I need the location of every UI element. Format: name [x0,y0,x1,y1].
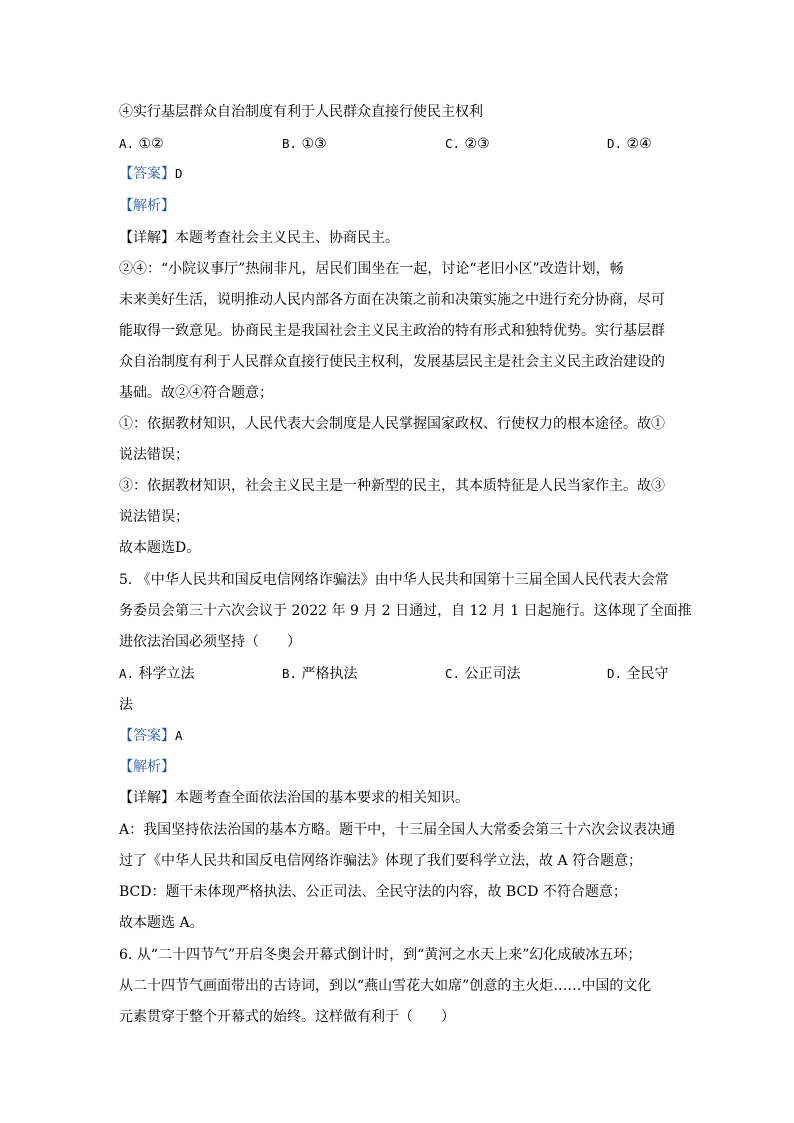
answer-value: D [175,166,183,181]
option-text: ①③ [301,136,327,152]
q5-explanation-line: 过了《中华人民共和国反电信网络诈骗法》体现了我们要科学立法，故 A 符合题意； [119,853,643,869]
option-letter: C. [445,136,461,151]
option-text: ②③ [464,136,490,152]
answer-tag: 【答案】 [119,728,175,744]
answer-tag: 【答案】 [119,166,175,182]
q5-answer [119,726,679,746]
q6-stem-line: 6. 从“二十四节气”开启冬奥会开幕式倒计时，到“黄河之水天上来”幻化成破冰五环； [119,947,642,963]
q4-option-a [119,134,164,154]
q5-option-wrap: 法 [119,697,133,713]
statement-4: ④实行基层群众自治制度有利于人民群众直接行使民主权利 [119,104,483,120]
q6-stem-line: 从二十四节气画面带出的古诗词，到以“燕山雪花大如席”创意的主火炬……中国的文化 [119,978,652,994]
option-letter: D. [607,666,623,681]
q4-answer [119,164,679,184]
option-text: 全民守 [626,666,669,682]
option-text: ①② [138,136,164,152]
q4-explanation-line: 未来美好生活，说明推动人民内部各方面在决策之前和决策实施之中进行充分协商，尽可 [119,292,665,308]
q5-option-b [282,664,358,684]
q4-option-d [607,134,652,154]
option-letter: D. [607,136,623,151]
option-text: 科学立法 [138,666,195,682]
detail-tag: 【详解】 [119,790,175,806]
option-text: ②④ [626,136,652,152]
q4-option-b [282,134,327,154]
q5-option-a [119,664,195,684]
option-text: 严格执法 [301,666,358,682]
q4-explanation-line: ①：依据教材知识，人民代表大会制度是人民掌握国家政权、行使权力的根本途径。故① [119,416,665,432]
detail-tag: 【详解】 [119,230,175,246]
answer-value: A [175,728,183,743]
analysis-tag: 【解析】 [119,759,175,775]
option-letter: B. [282,136,298,151]
q5-detail [119,788,679,808]
detail-text: 本题考查社会主义民主、协商民主。 [175,230,399,246]
q5-explanation-line: 故本题选 A。 [119,915,204,931]
q5-option-d [607,664,669,684]
q5-explanation-line: A：我国坚持依法治国的基本方略。题干中，十三届全国人大常委会第三十六次会议表决通 [119,822,676,838]
option-letter: A. [119,136,135,151]
q4-explanation-line: ②④：“小院议事厅”热闹非凡，居民们围坐在一起，讨论“老旧小区”改造计划，畅 [119,261,624,277]
option-letter: B. [282,666,298,681]
q4-explanation-line: 众自治制度有利于人民群众直接行使民主权利，发展基层民主是社会主义民主政治建设的 [119,354,665,370]
q4-explanation-line: 基础。故②④符合题意； [119,385,273,401]
analysis-tag: 【解析】 [119,198,175,214]
q4-explanation-line: 说法错误； [119,509,189,525]
q6-stem-line: 元素贯穿于整个开幕式的始终。这样做有利于（ ） [119,1009,455,1025]
q4-explanation-line: ③：依据教材知识，社会主义民主是一种新型的民主，其本质特征是人民当家作主。故③ [119,478,665,494]
q5-stem-line: 务委员会第三十六次会议于 2022 年 9 月 2 日通过，自 12 月 1 日起施行。这体现了全面推 [119,603,692,619]
option-letter: A. [119,666,135,681]
q5-stem-line: 5. 《中华人民共和国反电信网络诈骗法》由中华人民共和国第十三届全国人民代表大会常 [119,572,669,588]
option-letter: C. [445,666,461,681]
q5-stem-line: 进依法治国必须坚持（ ） [119,634,301,650]
q4-analysis [119,196,679,216]
q4-option-c [445,134,490,154]
q4-explanation-line: 说法错误； [119,447,189,463]
detail-text: 本题考查全面依法治国的基本要求的相关知识。 [175,790,469,806]
q5-analysis [119,757,679,777]
q4-explanation-line: 故本题选D。 [119,540,201,556]
option-text: 公正司法 [464,666,521,682]
q4-detail [119,228,679,248]
q4-explanation-line: 能取得一致意见。协商民主是我国社会主义民主政治的特有形式和独特优势。实行基层群 [119,323,665,339]
q5-explanation-line: BCD：题干未体现严格执法、公正司法、全民守法的内容，故 BCD 不符合题意； [119,884,627,900]
q5-option-c [445,664,521,684]
